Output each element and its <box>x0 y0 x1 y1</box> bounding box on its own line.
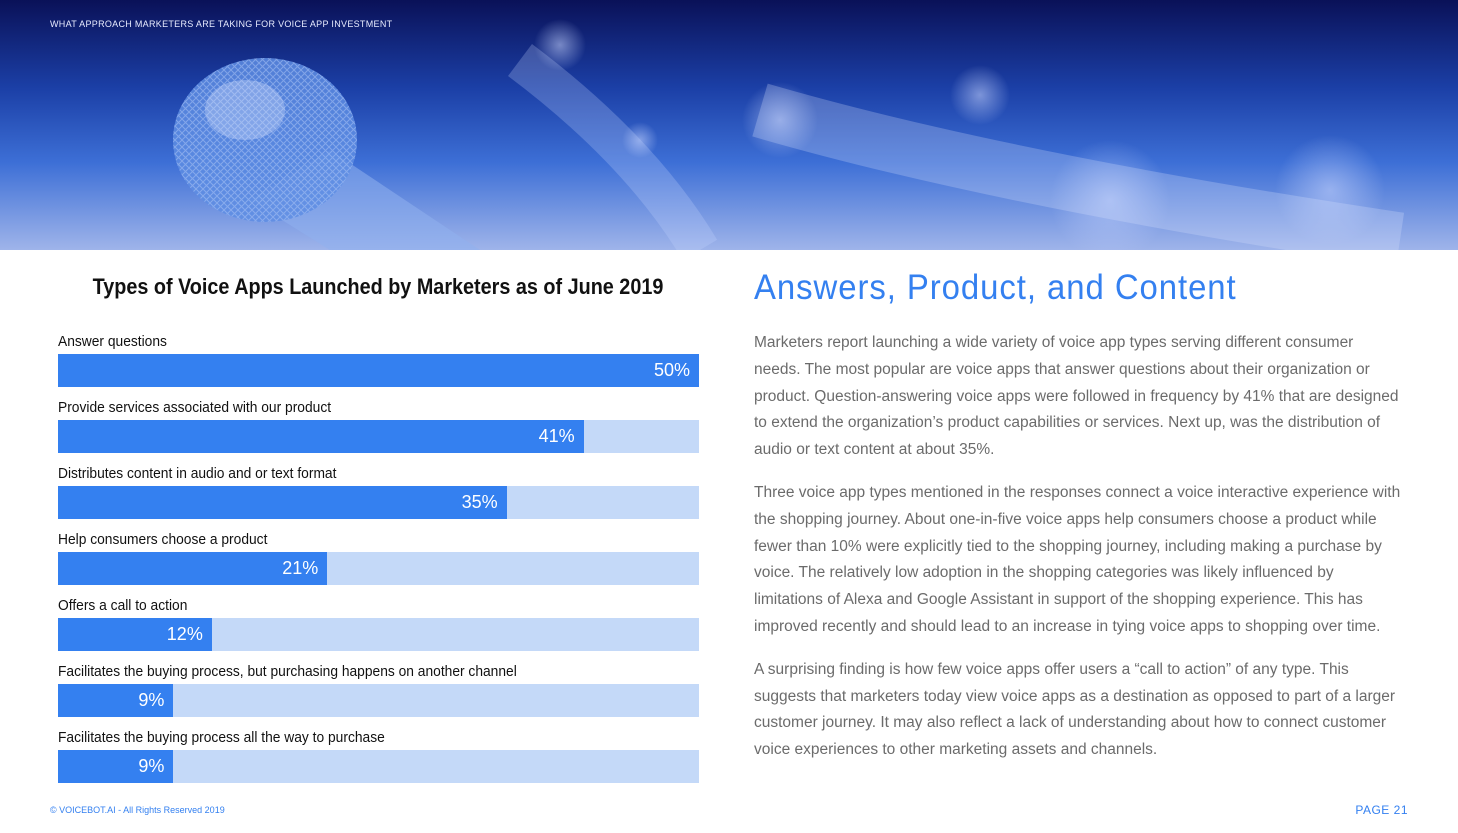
bar-track <box>58 552 699 585</box>
page-number: PAGE 21 <box>1355 803 1408 817</box>
bar <box>58 618 212 651</box>
bar-label: Help consumers choose a product <box>58 531 268 548</box>
bar-label: Distributes content in audio and or text format <box>58 465 337 482</box>
article-paragraph-1: Marketers report launching a wide variety of voice app types serving different consumer needs. The most popular are voice apps that answer questions about their organization or product. Question-answering voice apps were followed in frequency by 41% that are designed to extend the organization’s product capabilities or services. Next up, was the distribution of audio or text content at about 35%. <box>754 334 1399 459</box>
bar-value-label: 12% <box>166 624 203 644</box>
bar-label: Offers a call to action <box>58 597 188 614</box>
bar <box>58 486 507 519</box>
bar-track <box>58 486 699 519</box>
microphone-photo <box>0 0 1458 250</box>
bar-value-label: 35% <box>461 492 498 512</box>
copyright-notice: © VOICEBOT.AI - All Rights Reserved 2019 <box>50 805 225 815</box>
bar-value-label: 50% <box>653 360 690 380</box>
bar-track <box>58 420 699 453</box>
chart-title: Types of Voice Apps Launched by Marketers as of June 2019 <box>92 274 664 299</box>
bar-track <box>58 684 699 717</box>
bar-track <box>58 618 699 651</box>
bar-label: Facilitates the buying process, but purchasing happens on another channel <box>58 663 517 680</box>
bar-row <box>58 594 699 660</box>
article <box>754 268 1404 780</box>
bar-value-label: 41% <box>538 426 575 446</box>
bar <box>58 552 327 585</box>
bar-value-label: 9% <box>138 756 165 776</box>
hero-banner <box>0 0 1458 250</box>
bar-value-label: 21% <box>282 558 319 578</box>
section-title: WHAT APPROACH MARKETERS ARE TAKING FOR VOICE APP INVESTMENT <box>50 19 393 29</box>
bar-label: Provide services associated with our product <box>58 399 332 416</box>
bar <box>58 750 173 783</box>
bar-row <box>58 660 699 726</box>
bar-row <box>58 330 699 396</box>
bar-track <box>58 354 699 387</box>
bar-value-label: 9% <box>138 690 165 710</box>
bar <box>58 420 584 453</box>
article-heading: Answers, Product, and Content <box>754 268 1237 307</box>
bar <box>58 354 699 387</box>
bar-row <box>58 396 699 462</box>
bar-row <box>58 528 699 594</box>
article-paragraph-3: A surprising finding is how few voice apps offer users a “call to action” of any type. This suggests that marketers today view voice apps as a destination as opposed to part of a larger customer journey. It may also reflect a lack of understanding about how to connect customer voice experiences to other marketing assets and channels. <box>754 660 1396 759</box>
bar-chart <box>58 330 699 792</box>
bar-track <box>58 750 699 783</box>
bar-row <box>58 462 699 528</box>
bar-label: Facilitates the buying process all the way to purchase <box>58 729 385 746</box>
bar-row <box>58 726 699 792</box>
bar-label: Answer questions <box>58 333 167 350</box>
article-paragraph-2: Three voice app types mentioned in the responses connect a voice interactive experience with the shopping journey. About one-in-five voice apps help consumers choose a product while fewer than 10% were explicitly tied to the shopping journey, including making a purchase by voice. The relatively low adoption in the shopping categories was likely influenced by limitations of Alexa and Google Assistant in support of the shopping experience. This has improved recently and should lead to an increase in tying voice apps to shopping over time. <box>754 483 1401 635</box>
bar <box>58 684 173 717</box>
